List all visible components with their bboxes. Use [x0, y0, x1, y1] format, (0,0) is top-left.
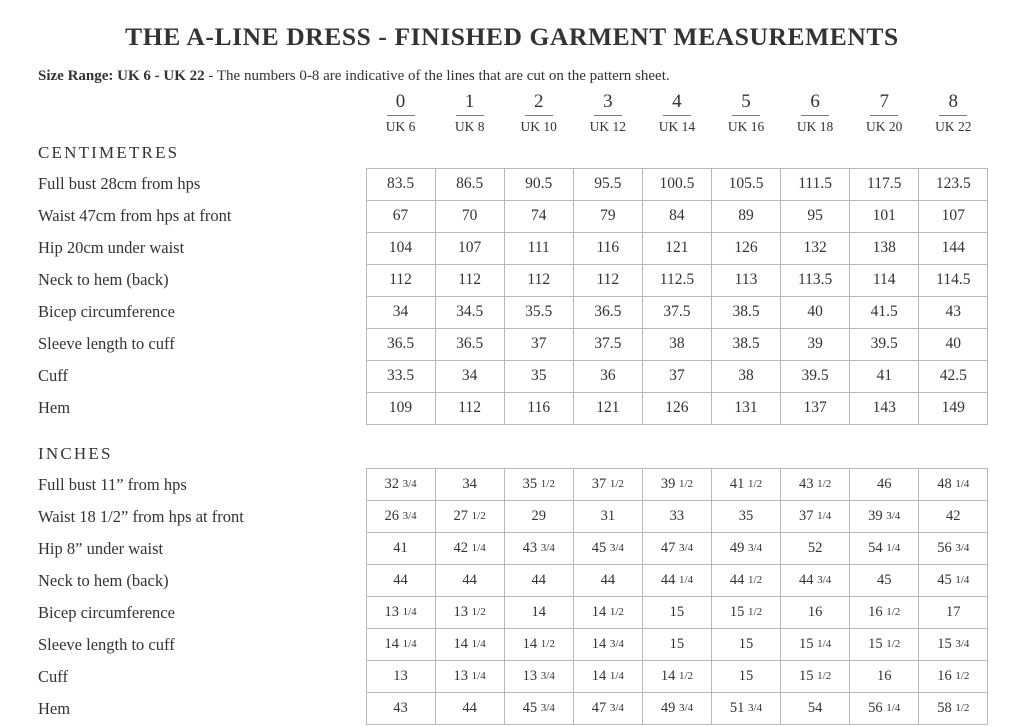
section-heading-filler — [850, 439, 919, 469]
measurement-cell: 113 — [711, 264, 780, 296]
measurement-cell: 13 — [366, 661, 435, 693]
measurement-cell: 44 — [366, 565, 435, 597]
measurement-cell: 105.5 — [711, 168, 780, 200]
measurement-cell: 67 — [366, 200, 435, 232]
uk-size-header: UK 6 — [385, 119, 416, 134]
table-row — [36, 629, 988, 661]
measurement-cell: 31 — [573, 501, 642, 533]
measurement-cell: 41.5 — [850, 296, 919, 328]
column-number-header: 1 — [435, 91, 504, 116]
section-heading-filler — [435, 138, 504, 168]
measurement-cell: 45 3/4 — [504, 693, 573, 725]
measurement-cell: 13 1/4 — [366, 597, 435, 629]
section-heading-filler — [366, 138, 435, 168]
measurement-cell: 83.5 — [366, 168, 435, 200]
measurement-cell: 41 1/2 — [711, 469, 780, 501]
measurement-cell: 70 — [435, 200, 504, 232]
measurement-cell: 37 — [504, 328, 573, 360]
section-heading-filler — [919, 138, 988, 168]
measurement-cell: 58 1/2 — [919, 693, 988, 725]
measurement-cell: 86.5 — [435, 168, 504, 200]
column-number-header: 4 — [642, 91, 711, 116]
measurement-cell: 56 3/4 — [919, 533, 988, 565]
measurement-cell: 27 1/2 — [435, 501, 504, 533]
measurement-cell: 114 — [850, 264, 919, 296]
measurement-cell: 54 1/4 — [850, 533, 919, 565]
table-row — [36, 501, 988, 533]
measurement-cell: 39 — [781, 328, 850, 360]
measurement-cell: 14 1/2 — [642, 661, 711, 693]
measurement-cell: 26 3/4 — [366, 501, 435, 533]
measurement-cell: 143 — [850, 392, 919, 424]
measurement-cell: 95.5 — [573, 168, 642, 200]
measurement-cell: 37 1/2 — [573, 469, 642, 501]
measurement-cell: 32 3/4 — [366, 469, 435, 501]
measurement-cell: 107 — [919, 200, 988, 232]
section-heading-filler — [504, 439, 573, 469]
measurement-cell: 54 — [781, 693, 850, 725]
section-heading-filler — [435, 439, 504, 469]
measurement-label: Full bust 11” from hps — [38, 474, 187, 494]
measurement-label: Waist 47cm from hps at front — [38, 206, 232, 225]
measurement-cell: 34.5 — [435, 296, 504, 328]
uk-size-header: UK 8 — [454, 119, 485, 134]
measurement-cell: 34 — [366, 296, 435, 328]
measurement-cell: 42.5 — [919, 360, 988, 392]
measurement-cell: 15 1/4 — [781, 629, 850, 661]
measurement-cell: 17 — [919, 597, 988, 629]
measurement-cell: 39 1/2 — [642, 469, 711, 501]
section-heading-filler — [711, 439, 780, 469]
measurement-cell: 44 1/4 — [642, 565, 711, 597]
table-row — [36, 392, 988, 424]
column-number-header: 0 — [366, 91, 435, 116]
section-heading-filler — [919, 439, 988, 469]
measurement-label: Hip 8” under waist — [38, 538, 164, 558]
section-spacer-cell — [36, 424, 988, 439]
column-number-header: 5 — [711, 91, 780, 116]
measurement-cell: 112 — [366, 264, 435, 296]
measurement-cell: 43 — [366, 693, 435, 725]
measurement-cell: 89 — [711, 200, 780, 232]
measurement-cell: 104 — [366, 232, 435, 264]
measurement-cell: 39 3/4 — [850, 501, 919, 533]
measurement-cell: 112 — [435, 392, 504, 424]
uk-size-header: UK 12 — [589, 119, 627, 134]
measurement-cell: 36.5 — [435, 328, 504, 360]
section-heading-filler — [366, 439, 435, 469]
section-heading-filler — [781, 439, 850, 469]
table-row — [36, 264, 988, 296]
measurement-cell: 123.5 — [919, 168, 988, 200]
measurement-label: Hip 20cm under waist — [38, 238, 185, 257]
measurement-cell: 43 — [919, 296, 988, 328]
measurement-cell: 38 — [711, 360, 780, 392]
table-row — [36, 200, 988, 232]
measurement-cell: 40 — [781, 296, 850, 328]
uk-size-header: UK 14 — [658, 119, 696, 134]
table-row — [36, 533, 988, 565]
column-number-header: 2 — [504, 91, 573, 116]
measurement-cell: 14 1/2 — [573, 597, 642, 629]
measurement-label: Cuff — [38, 666, 68, 686]
measurement-cell: 42 — [919, 501, 988, 533]
measurement-cell: 116 — [504, 392, 573, 424]
measurement-cell: 36 — [573, 360, 642, 392]
table-row — [36, 693, 988, 725]
measurement-label: Cuff — [38, 366, 68, 385]
measurement-cell: 13 1/4 — [435, 661, 504, 693]
section-heading: INCHES — [38, 443, 113, 463]
measurement-label: Sleeve length to cuff — [38, 634, 175, 654]
page-title: THE A-LINE DRESS - FINISHED GARMENT MEASUREMENTS — [125, 22, 899, 51]
section-heading-filler — [711, 138, 780, 168]
measurements-grid — [36, 91, 988, 725]
uk-size-header: UK 10 — [520, 119, 557, 134]
measurement-cell: 33.5 — [366, 360, 435, 392]
section-heading-filler — [573, 138, 642, 168]
measurement-cell: 41 — [366, 533, 435, 565]
measurement-cell: 95 — [781, 200, 850, 232]
uk-size-header: UK 20 — [866, 119, 903, 134]
measurement-cell: 36.5 — [573, 296, 642, 328]
measurement-cell: 38.5 — [711, 328, 780, 360]
measurement-cell: 90.5 — [504, 168, 573, 200]
measurement-cell: 34 — [435, 360, 504, 392]
measurement-cell: 137 — [781, 392, 850, 424]
measurement-cell: 114.5 — [919, 264, 988, 296]
measurement-cell: 14 — [504, 597, 573, 629]
measurement-cell: 37.5 — [573, 328, 642, 360]
column-number-header: 8 — [919, 91, 988, 116]
measurement-cell: 39.5 — [850, 328, 919, 360]
table-row — [36, 296, 988, 328]
measurement-cell: 132 — [781, 232, 850, 264]
measurement-cell: 15 — [711, 661, 780, 693]
measurement-cell: 79 — [573, 200, 642, 232]
measurement-cell: 13 3/4 — [504, 661, 573, 693]
measurement-cell: 107 — [435, 232, 504, 264]
measurement-cell: 52 — [781, 533, 850, 565]
measurement-cell: 100.5 — [642, 168, 711, 200]
measurement-cell: 37 — [642, 360, 711, 392]
size-range-note: - The numbers 0-8 are indicative of the lines that are cut on the pattern sheet. — [204, 68, 670, 84]
measurement-cell: 14 1/2 — [504, 629, 573, 661]
measurement-cell: 45 1/4 — [919, 565, 988, 597]
section-heading-filler — [573, 439, 642, 469]
section-spacer — [36, 424, 988, 439]
section-heading: CENTIMETRES — [38, 143, 180, 162]
measurement-cell: 35.5 — [504, 296, 573, 328]
header-spacer — [36, 116, 366, 138]
measurement-cell: 47 3/4 — [642, 533, 711, 565]
measurement-cell: 112.5 — [642, 264, 711, 296]
measurement-cell: 38.5 — [711, 296, 780, 328]
section-heading-filler — [850, 138, 919, 168]
measurement-cell: 43 1/2 — [781, 469, 850, 501]
uk-size-header: UK 16 — [727, 119, 765, 134]
table-row — [36, 565, 988, 597]
section-heading-row — [36, 138, 988, 168]
measurement-label: Neck to hem (back) — [38, 570, 169, 590]
column-number-header: 3 — [573, 91, 642, 116]
measurement-cell: 33 — [642, 501, 711, 533]
uk-size-header: UK 18 — [796, 119, 834, 134]
measurement-cell: 112 — [435, 264, 504, 296]
measurement-cell: 48 1/4 — [919, 469, 988, 501]
table-row — [36, 661, 988, 693]
measurement-cell: 44 3/4 — [781, 565, 850, 597]
measurement-cell: 44 — [573, 565, 642, 597]
table-row — [36, 232, 988, 264]
size-range-subtitle — [38, 68, 988, 85]
table-row — [36, 168, 988, 200]
measurement-cell: 16 — [850, 661, 919, 693]
measurements-table — [36, 91, 988, 725]
measurement-cell: 45 — [850, 565, 919, 597]
table-row — [36, 469, 988, 501]
measurement-cell: 35 — [711, 501, 780, 533]
measurement-cell: 138 — [850, 232, 919, 264]
measurement-cell: 116 — [573, 232, 642, 264]
table-row — [36, 328, 988, 360]
measurement-cell: 41 — [850, 360, 919, 392]
section-heading-filler — [642, 138, 711, 168]
measurement-cell: 13 1/2 — [435, 597, 504, 629]
section-heading-filler — [504, 138, 573, 168]
measurement-cell: 14 1/4 — [366, 629, 435, 661]
measurement-cell: 44 1/2 — [711, 565, 780, 597]
measurement-cell: 42 1/4 — [435, 533, 504, 565]
measurement-cell: 35 — [504, 360, 573, 392]
measurement-cell: 149 — [919, 392, 988, 424]
measurement-cell: 121 — [573, 392, 642, 424]
section-heading-filler — [642, 439, 711, 469]
measurement-cell: 16 1/2 — [850, 597, 919, 629]
measurement-cell: 49 3/4 — [642, 693, 711, 725]
section-heading-filler — [781, 138, 850, 168]
measurement-cell: 56 1/4 — [850, 693, 919, 725]
measurement-cell: 117.5 — [850, 168, 919, 200]
measurement-cell: 112 — [573, 264, 642, 296]
column-number-header: 6 — [781, 91, 850, 116]
section-heading-row — [36, 439, 988, 469]
measurement-cell: 113.5 — [781, 264, 850, 296]
column-number-header-row — [36, 91, 988, 116]
measurement-cell: 111.5 — [781, 168, 850, 200]
measurement-cell: 126 — [642, 392, 711, 424]
measurement-cell: 39.5 — [781, 360, 850, 392]
measurement-cell: 44 — [504, 565, 573, 597]
measurement-cell: 144 — [919, 232, 988, 264]
measurement-cell: 15 — [642, 629, 711, 661]
measurement-cell: 15 — [711, 629, 780, 661]
measurement-cell: 51 3/4 — [711, 693, 780, 725]
measurement-cell: 101 — [850, 200, 919, 232]
measurement-cell: 34 — [435, 469, 504, 501]
measurement-cell: 131 — [711, 392, 780, 424]
measurement-label: Sleeve length to cuff — [38, 334, 175, 353]
uk-size-header-row — [36, 116, 988, 138]
measurement-cell: 74 — [504, 200, 573, 232]
size-range-label: Size Range: UK 6 - UK 22 — [38, 68, 205, 84]
measurement-cell: 112 — [504, 264, 573, 296]
measurement-cell: 16 1/2 — [919, 661, 988, 693]
measurement-cell: 49 3/4 — [711, 533, 780, 565]
measurement-cell: 36.5 — [366, 328, 435, 360]
measurement-cell: 109 — [366, 392, 435, 424]
measurement-cell: 111 — [504, 232, 573, 264]
table-row — [36, 360, 988, 392]
measurement-label: Waist 18 1/2” from hps at front — [38, 506, 244, 526]
measurement-cell: 35 1/2 — [504, 469, 573, 501]
measurement-cell: 16 — [781, 597, 850, 629]
measurement-cell: 14 1/4 — [435, 629, 504, 661]
measurement-cell: 44 — [435, 693, 504, 725]
measurement-cell: 15 1/2 — [781, 661, 850, 693]
measurement-label: Full bust 28cm from hps — [38, 174, 201, 193]
measurement-cell: 15 1/2 — [711, 597, 780, 629]
measurement-label: Hem — [38, 398, 71, 417]
measurement-label: Neck to hem (back) — [38, 270, 169, 289]
measurement-cell: 14 1/4 — [573, 661, 642, 693]
uk-size-header: UK 22 — [935, 119, 972, 134]
measurement-cell: 43 3/4 — [504, 533, 573, 565]
table-row — [36, 597, 988, 629]
measurement-cell: 15 1/2 — [850, 629, 919, 661]
column-number-header: 7 — [850, 91, 919, 116]
measurement-cell: 84 — [642, 200, 711, 232]
measurement-cell: 29 — [504, 501, 573, 533]
measurement-cell: 121 — [642, 232, 711, 264]
measurement-cell: 37.5 — [642, 296, 711, 328]
measurement-cell: 40 — [919, 328, 988, 360]
measurement-label: Bicep circumference — [38, 302, 175, 321]
measurement-cell: 38 — [642, 328, 711, 360]
measurement-cell: 46 — [850, 469, 919, 501]
measurement-cell: 47 3/4 — [573, 693, 642, 725]
measurement-cell: 15 — [642, 597, 711, 629]
measurement-cell: 126 — [711, 232, 780, 264]
measurement-label: Hem — [38, 698, 71, 718]
header-spacer — [36, 91, 366, 116]
measurement-cell: 15 3/4 — [919, 629, 988, 661]
measurement-label: Bicep circumference — [38, 602, 175, 622]
measurement-cell: 44 — [435, 565, 504, 597]
measurement-cell: 37 1/4 — [781, 501, 850, 533]
measurement-cell: 14 3/4 — [573, 629, 642, 661]
measurement-cell: 45 3/4 — [573, 533, 642, 565]
